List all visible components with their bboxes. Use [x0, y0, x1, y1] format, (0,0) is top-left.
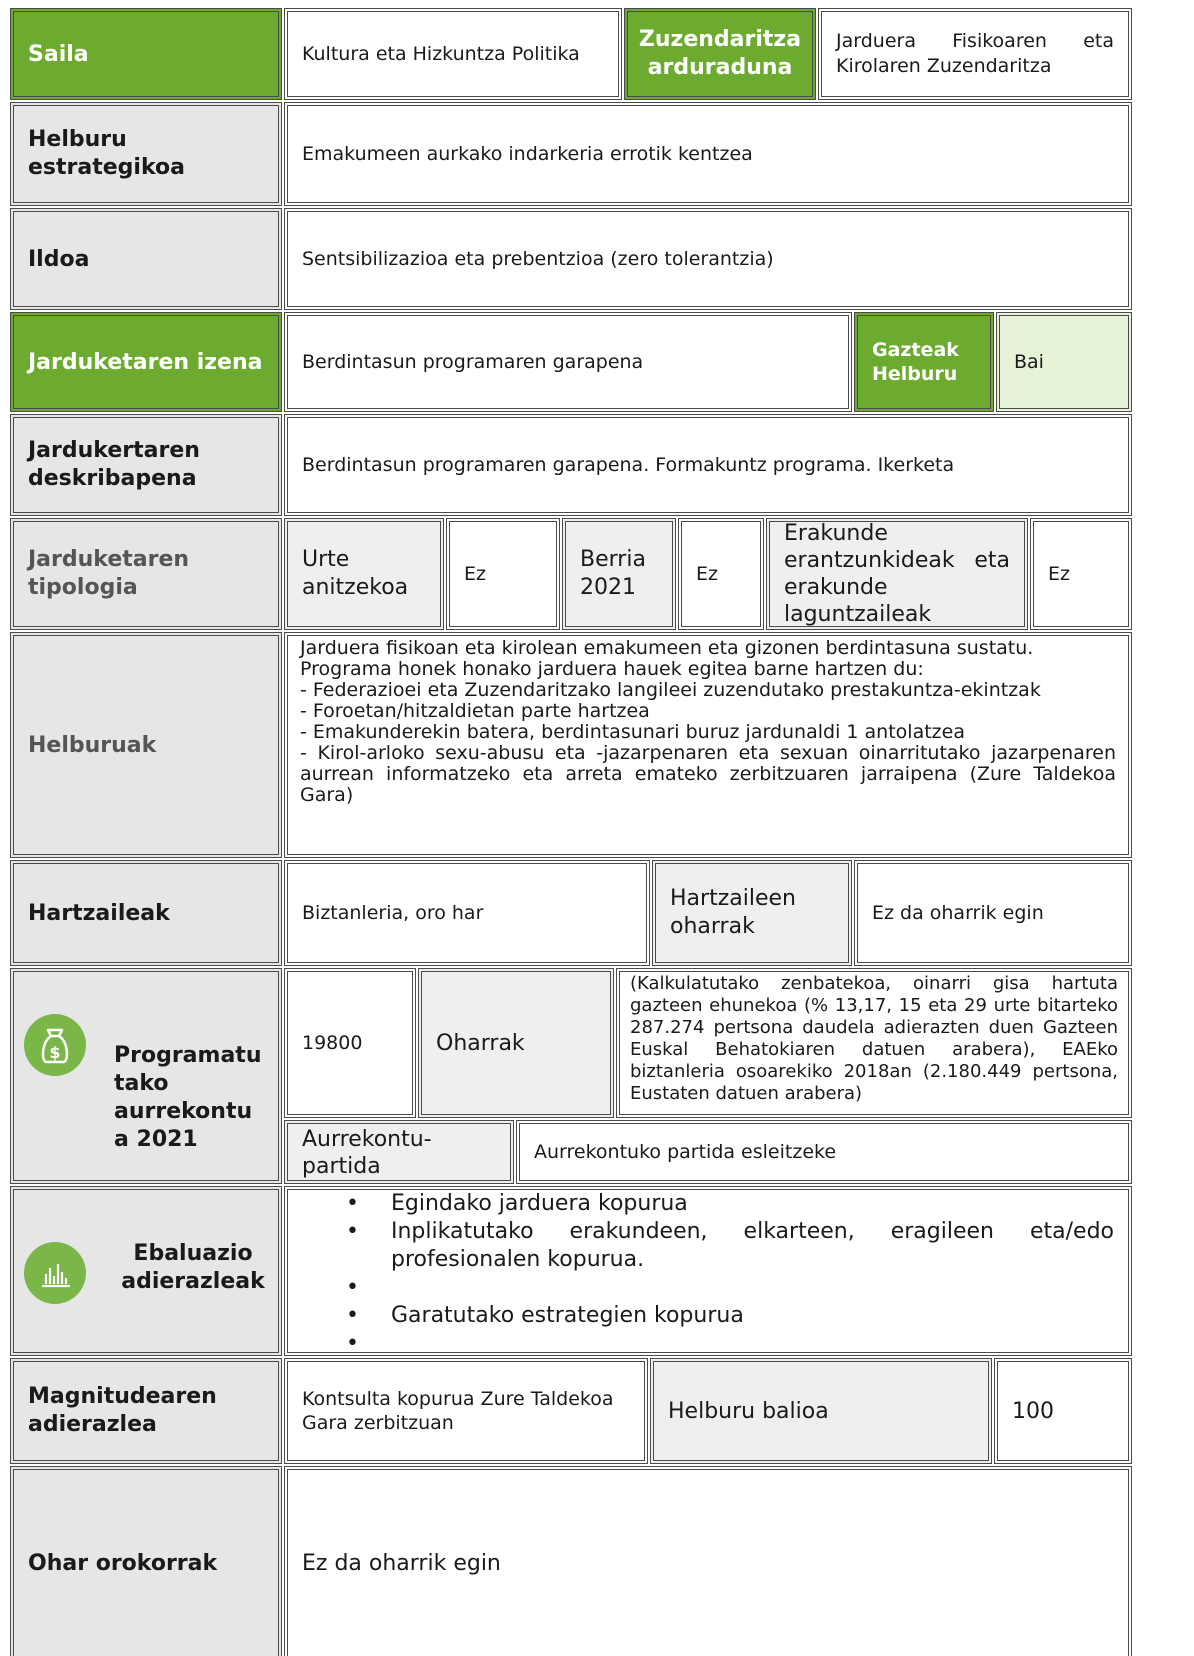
hartzaileen-oharrak-label: Hartzaileen oharrak — [652, 860, 852, 966]
zuzendaritza-label: Zuzendaritza arduraduna — [624, 8, 816, 100]
ebaluazio-label: Ebaluazio adierazleak — [121, 1241, 265, 1294]
saila-value: Kultura eta Hizkuntza Politika — [284, 8, 622, 100]
jarduketaren-izena-value: Berdintasun programaren garapena — [284, 312, 852, 412]
bar-chart-icon — [24, 1242, 86, 1304]
aurrekontu-partida-label: Aurrekontu-partida — [284, 1120, 514, 1184]
zuzendaritza-value: Jarduera Fisikoaren eta Kirolaren Zuzendaritza — [818, 8, 1132, 100]
magnitudea-label: Magnitudearen adierazlea — [10, 1358, 282, 1464]
urte-anitzekoa-value: Ez — [446, 518, 560, 630]
ohar-orokorrak-label: Ohar orokorrak — [10, 1466, 282, 1656]
ebaluazio-item — [346, 1274, 1114, 1302]
helburu-balioa-value: 100 — [994, 1358, 1132, 1464]
hartzaileak-value: Biztanleria, oro har — [284, 860, 650, 966]
gazteak-helburu-value: Bai — [996, 312, 1132, 412]
deskribapena-value: Berdintasun programaren garapena. Formakuntz programa. Ikerketa — [284, 414, 1132, 516]
ebaluazio-label-cell — [10, 1186, 282, 1356]
helburuak-line: - Federazioei eta Zuzendaritzako langileei zuzendutako prestakuntza-ekintzak — [300, 679, 1041, 701]
aurrekontua-amount: 19800 — [284, 968, 416, 1118]
aurrekontua-oharrak-label: Oharrak — [418, 968, 614, 1118]
ebaluazio-item: • Garatutako estrategien kopurua — [346, 1302, 1114, 1330]
helburuak-line: Programa honek honako jarduera hauek egitea barne hartzen du: — [300, 658, 924, 680]
hartzaileen-oharrak-value: Ez da oharrik egin — [854, 860, 1132, 966]
ebaluazio-item — [346, 1330, 1114, 1356]
erakunde-label: Erakunde erantzunkideak eta erakunde laguntzaileak — [766, 518, 1028, 630]
hartzaileak-label: Hartzaileak — [10, 860, 282, 966]
helburuak-list — [284, 632, 1132, 858]
berria-2021-label: Berria 2021 — [562, 518, 676, 630]
ebaluazio-list — [288, 1190, 1114, 1356]
helburuak-line: - Kirol-arloko sexu-abusu eta -jazarpenaren eta sexuan oinarritutako jazarpenaren aurrean informatzeko eta arreta emateko zerbitzuaren jarraipena (Zure Taldekoa Gara) — [300, 742, 1116, 806]
helburuak-label: Helburuak — [10, 632, 282, 858]
helburuak-line: Jarduera fisikoan eta kirolean emakumeen eta gizonen berdintasuna sustatu. — [300, 637, 1034, 659]
urte-anitzekoa-label: Urte anitzekoa — [284, 518, 444, 630]
helburu-estrategikoa-label: Helburu estrategikoa — [10, 102, 282, 206]
erakunde-value: Ez — [1030, 518, 1132, 630]
ebaluazio-item: • Inplikatutako erakundeen, elkarteen, eragileen eta/edo profesionalen kopurua. — [346, 1218, 1114, 1274]
tipologia-label: Jarduketaren tipologia — [10, 518, 282, 630]
helburu-balioa-label: Helburu balioa — [650, 1358, 992, 1464]
aurrekontua-oharrak-value: (Kalkulatutako zenbatekoa, oinarri gisa hartuta gazteen ehunekoa (% 13,17, 15 eta 29 urte bitarteko 287.274 pertsona daudela adierazten duen Gazteen Euskal Behatokiaren datuen arabera), EAEko biztanleria osoarekiko 2018an (2.180.449 pertsona, Eustaten datuen arabera) — [616, 968, 1132, 1118]
svg-text:$: $ — [49, 1043, 61, 1062]
aurrekontua-label: Programatu tako aurrekontu a 2021 — [114, 1043, 262, 1152]
helburu-estrategikoa-value: Emakumeen aurkako indarkeria errotik kentzea — [284, 102, 1132, 206]
deskribapena-label: Jardukertaren deskribapena — [10, 414, 282, 516]
helburuak-line: - Foroetan/hitzaldietan parte hartzea — [300, 700, 650, 722]
ildoa-label: Ildoa — [10, 208, 282, 310]
berria-2021-value: Ez — [678, 518, 764, 630]
magnitudea-value: Kontsulta kopurua Zure Taldekoa Gara zerbitzuan — [284, 1358, 648, 1464]
ildoa-value: Sentsibilizazioa eta prebentzioa (zero tolerantzia) — [284, 208, 1132, 310]
aurrekontua-label-cell — [10, 968, 282, 1184]
saila-label: Saila — [10, 8, 282, 100]
ebaluazio-item: • Egindako jarduera kopurua — [346, 1190, 1114, 1218]
money-bag-icon — [24, 1014, 86, 1076]
helburuak-line: - Emakunderekin batera, berdintasunari buruz jardunaldi 1 antolatzea — [300, 721, 965, 743]
aurrekontu-partida-value: Aurrekontuko partida esleitzeke — [516, 1120, 1132, 1184]
gazteak-helburu-label: Gazteak Helburu — [854, 312, 994, 412]
ebaluazio-list-cell — [284, 1186, 1132, 1356]
jarduketaren-izena-label: Jarduketaren izena — [10, 312, 282, 412]
ohar-orokorrak-value: Ez da oharrik egin — [284, 1466, 1132, 1656]
